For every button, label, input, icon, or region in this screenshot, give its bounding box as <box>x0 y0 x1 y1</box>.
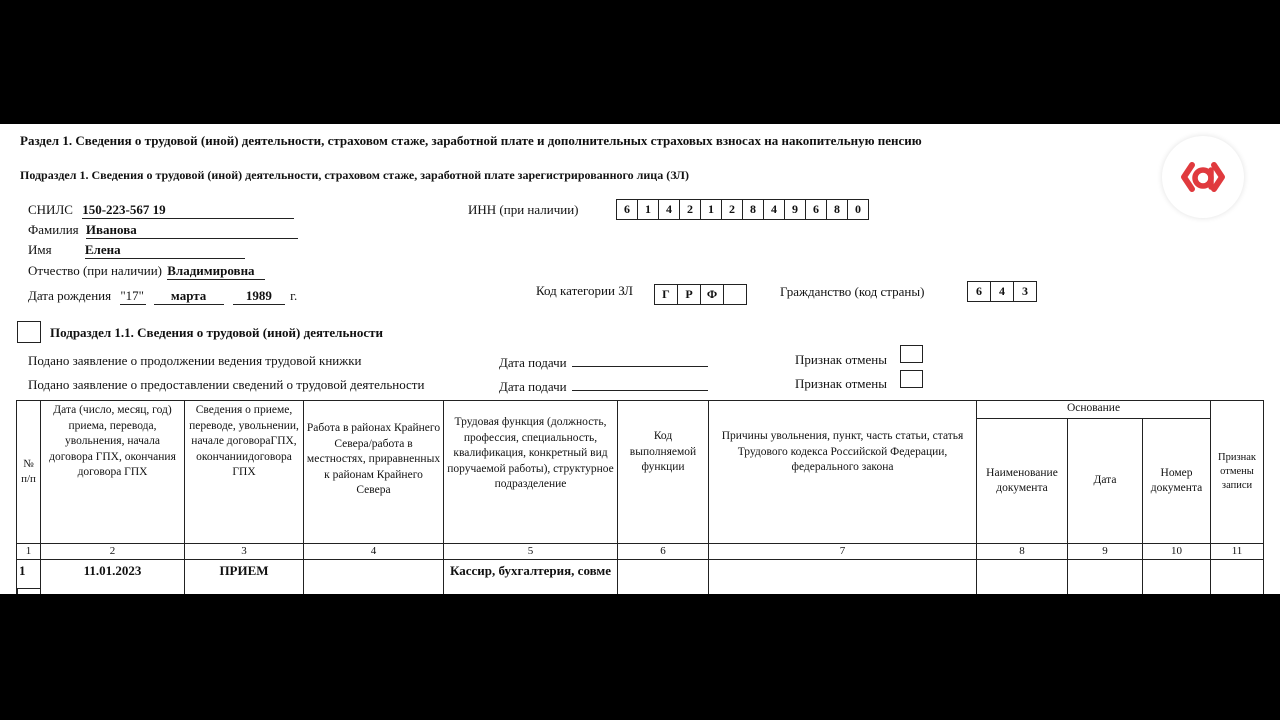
snils-label: СНИЛС <box>28 202 73 217</box>
row-doc-name <box>977 560 1068 595</box>
subsection-1-2-checkbox[interactable] <box>17 588 41 594</box>
application-2-date-field[interactable] <box>572 377 708 391</box>
surname-label: Фамилия <box>28 222 79 237</box>
column-number: 10 <box>1143 544 1211 560</box>
inn-digit: 6 <box>616 199 638 220</box>
column-number: 7 <box>709 544 977 560</box>
header-north: Работа в районах Крайнего Севера/работа в местностях, приравненных к районам Крайнего Севера <box>304 401 444 544</box>
snils-row <box>28 202 294 219</box>
inn-digit: 9 <box>784 199 806 220</box>
document-page <box>0 124 1280 594</box>
application-2-date-row <box>499 377 708 395</box>
row-date: 11.01.2023 <box>41 560 185 595</box>
cancel-1-checkbox[interactable] <box>900 345 923 363</box>
row-north <box>304 560 444 595</box>
surname-row <box>28 222 298 239</box>
header-cancel: Признак отмены записи <box>1211 401 1264 544</box>
cancel-1-label: Признак отмены <box>795 352 887 367</box>
row-cancel <box>1211 560 1264 595</box>
inn-label: ИНН (при наличии) <box>468 202 579 217</box>
dob-label: Дата рождения <box>28 288 112 303</box>
row-event: ПРИЕМ <box>185 560 304 595</box>
dob-day: "17" <box>120 288 146 305</box>
application-1-text: Подано заявление о продолжении ведения трудовой книжки <box>28 353 362 368</box>
column-number: 1 <box>17 544 41 560</box>
dob-suffix: г. <box>290 288 298 303</box>
inn-digit: 1 <box>637 199 659 220</box>
column-number: 4 <box>304 544 444 560</box>
application-1-date-row <box>499 353 708 371</box>
row-code <box>618 560 709 595</box>
column-number: 9 <box>1068 544 1143 560</box>
inn-digit: 8 <box>742 199 764 220</box>
column-number: 11 <box>1211 544 1264 560</box>
category-cell: Ф <box>700 284 724 305</box>
application-2-text: Подано заявление о предоставлении сведений о трудовой деятельности <box>28 377 425 392</box>
cancel-2-label: Признак отмены <box>795 376 887 391</box>
row-function: Кассир, бухгалтерия, совме <box>444 560 618 595</box>
header-doc-date: Дата <box>1068 419 1143 544</box>
column-number: 2 <box>41 544 185 560</box>
row-number: 1 <box>17 560 41 595</box>
dob-row <box>28 288 297 305</box>
category-label: Код категории ЗЛ <box>536 283 633 298</box>
activity-table <box>16 400 1264 594</box>
header-basis: Основание <box>977 401 1211 419</box>
column-number: 3 <box>185 544 304 560</box>
header-number: № п/п <box>17 401 41 544</box>
name-label: Имя <box>28 242 52 257</box>
inn-digit: 6 <box>805 199 827 220</box>
citizenship-cells <box>967 281 1037 302</box>
header-doc-name: Наименование документа <box>977 419 1068 544</box>
dob-month: марта <box>154 288 224 305</box>
cancel-2-checkbox[interactable] <box>900 370 923 388</box>
row-doc-date <box>1068 560 1143 595</box>
category-cell: Г <box>654 284 678 305</box>
header-function: Трудовая функция (должность, профессия, специальность, квалификация, конкретный вид поручаемой работы), структурное подразделение <box>444 401 618 544</box>
date-label: Дата подачи <box>499 355 567 370</box>
inn-digit: 0 <box>847 199 869 220</box>
date-label: Дата подачи <box>499 379 567 394</box>
header-doc-number: Номер документа <box>1143 419 1211 544</box>
patronymic-label: Отчество (при наличии) <box>28 263 163 278</box>
column-number: 5 <box>444 544 618 560</box>
alfa-logo-icon <box>1162 136 1244 218</box>
row-doc-number <box>1143 560 1211 595</box>
category-cell: Р <box>677 284 701 305</box>
category-cells <box>654 284 747 305</box>
inn-cells <box>616 199 869 220</box>
subsection-1-1-title: Подраздел 1.1. Сведения о трудовой (иной) деятельности <box>50 325 383 340</box>
category-cell <box>723 284 747 305</box>
dob-year: 1989 <box>233 288 285 305</box>
inn-digit: 2 <box>679 199 701 220</box>
application-1-date-field[interactable] <box>572 353 708 367</box>
header-reason: Причины увольнения, пункт, часть статьи, статья Трудового кодекса Российской Федерации, федерального закона <box>709 401 977 544</box>
section-title: Раздел 1. Сведения о трудовой (иной) деятельности, страховом стаже, заработной плате и дополнительных страховых взносах на накопительную пенсию <box>20 133 922 148</box>
table-row <box>17 560 1264 595</box>
citizenship-label: Гражданство (код страны) <box>780 284 925 299</box>
inn-digit: 8 <box>826 199 848 220</box>
citizenship-cell: 6 <box>967 281 991 302</box>
patronymic-row <box>28 263 265 280</box>
header-event: Сведения о приеме, переводе, увольнении, начале договораГПХ, окончаниидоговора ГПХ <box>185 401 304 544</box>
snils-value: 150-223-567 19 <box>82 202 294 219</box>
name-value: Елена <box>85 242 245 259</box>
inn-digit: 4 <box>658 199 680 220</box>
surname-value: Иванова <box>86 222 298 239</box>
header-code: Код выполняемой функции <box>618 401 709 544</box>
subsection-title: Подраздел 1. Сведения о трудовой (иной) деятельности, страховом стаже, заработной плате зарегистрированного лица (ЗЛ) <box>20 168 689 182</box>
subsection-1-1-checkbox[interactable] <box>17 321 41 343</box>
inn-digit: 2 <box>721 199 743 220</box>
header-date: Дата (число, месяц, год) приема, перевода, увольнения, начала договора ГПХ, окончания договора ГПХ <box>41 401 185 544</box>
citizenship-cell: 3 <box>1013 281 1037 302</box>
inn-digit: 4 <box>763 199 785 220</box>
inn-digit: 1 <box>700 199 722 220</box>
column-number: 6 <box>618 544 709 560</box>
column-number: 8 <box>977 544 1068 560</box>
patronymic-value: Владимировна <box>167 263 265 280</box>
citizenship-cell: 4 <box>990 281 1014 302</box>
row-reason <box>709 560 977 595</box>
name-row <box>28 242 245 259</box>
